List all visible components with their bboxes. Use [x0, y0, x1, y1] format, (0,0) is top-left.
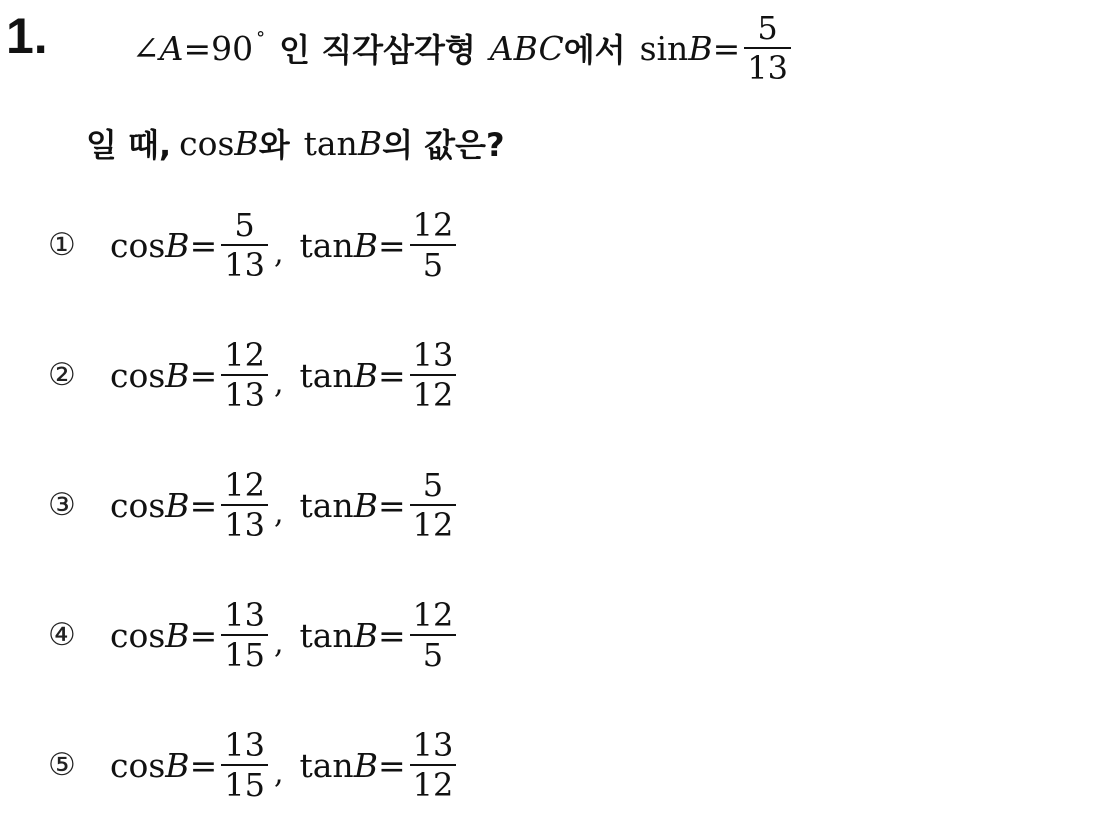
cos-fraction — [221, 597, 268, 673]
comma: , — [273, 755, 284, 791]
cos-fraction — [221, 207, 268, 283]
cos-label: cos — [110, 485, 166, 525]
angle-variable: A — [159, 28, 184, 68]
choice-marker: ⑤ — [48, 747, 76, 783]
b-variable: B — [165, 355, 190, 395]
cos-label: cos — [110, 225, 166, 265]
choice-3[interactable] — [48, 460, 460, 550]
choice-5[interactable] — [48, 720, 460, 810]
stem-text-when: 일 때, — [86, 126, 172, 164]
equals-sign: = — [189, 355, 218, 395]
cos-numerator: 13 — [224, 726, 265, 764]
comma: , — [273, 625, 284, 661]
choice-marker: ① — [48, 227, 76, 263]
choice-marker: ② — [48, 357, 76, 393]
equals-sign: = — [377, 485, 406, 525]
sin-denominator: 13 — [747, 49, 788, 87]
tan-denominator: 12 — [412, 506, 454, 544]
equals-sign: = — [712, 28, 741, 68]
b-variable: B — [165, 615, 190, 655]
cos-function: cos — [179, 123, 235, 163]
b-variable: B — [353, 745, 378, 785]
tan-fraction — [410, 727, 457, 803]
question-number: 1. — [6, 8, 48, 64]
tan-numerator: 12 — [412, 596, 454, 634]
comma: , — [273, 495, 284, 531]
equals-sign: = — [183, 28, 212, 68]
cos-label: cos — [110, 615, 166, 655]
tan-denominator: 5 — [422, 636, 444, 674]
tan-numerator: 12 — [412, 206, 454, 244]
tan-label: tan — [299, 225, 354, 265]
equals-sign: = — [377, 225, 406, 265]
choice-marker: ④ — [48, 617, 76, 653]
b-variable: B — [165, 225, 190, 265]
cos-numerator: 13 — [224, 596, 265, 634]
equals-sign: = — [189, 615, 218, 655]
equals-sign: = — [189, 225, 218, 265]
equals-sign: = — [377, 355, 406, 395]
sin-numerator: 5 — [757, 9, 778, 47]
sin-function: sin — [639, 28, 689, 68]
cos-fraction — [221, 337, 268, 413]
stem-text-right-triangle: 인 직각삼각형 — [279, 31, 476, 69]
angle-symbol: ∠ — [132, 28, 160, 68]
choice-4[interactable] — [48, 590, 460, 680]
tan-label: tan — [299, 485, 354, 525]
cos-denominator: 13 — [224, 246, 265, 284]
tan-denominator: 5 — [422, 246, 444, 284]
tan-denominator: 12 — [412, 766, 454, 804]
cos-variable: B — [234, 123, 259, 163]
sin-variable: B — [688, 28, 713, 68]
tan-numerator: 13 — [412, 726, 454, 764]
question-stem-line-2 — [86, 115, 505, 171]
tan-variable: B — [357, 123, 383, 163]
choice-marker: ③ — [48, 487, 76, 523]
choice-2[interactable] — [48, 330, 460, 420]
comma: , — [273, 365, 284, 401]
b-variable: B — [165, 485, 190, 525]
answer-choices — [48, 200, 460, 810]
b-variable: B — [353, 355, 378, 395]
choice-1[interactable] — [48, 200, 460, 290]
b-variable: B — [353, 615, 378, 655]
cos-label: cos — [110, 355, 166, 395]
cos-denominator: 13 — [224, 376, 265, 414]
tan-fraction — [410, 337, 457, 413]
question-stem-line-1 — [132, 8, 795, 88]
stem-text-in: 에서 — [563, 31, 626, 69]
tan-function: tan — [303, 123, 358, 163]
tan-label: tan — [299, 355, 354, 395]
tan-denominator: 12 — [412, 376, 454, 414]
cos-numerator: 12 — [224, 466, 265, 504]
b-variable: B — [353, 485, 378, 525]
equals-sign: = — [189, 485, 218, 525]
cos-denominator: 13 — [224, 506, 265, 544]
tan-fraction — [410, 597, 457, 673]
cos-fraction — [221, 727, 268, 803]
cos-numerator: 5 — [234, 206, 255, 244]
stem-text-value: 의 값은? — [382, 126, 505, 164]
cos-fraction — [221, 467, 268, 543]
stem-text-and: 와 — [258, 126, 290, 164]
equals-sign: = — [189, 745, 218, 785]
tan-label: tan — [299, 745, 354, 785]
degree-symbol: ° — [256, 27, 266, 49]
tan-label: tan — [299, 615, 354, 655]
b-variable: B — [353, 225, 378, 265]
comma: , — [273, 235, 284, 271]
equals-sign: = — [377, 745, 406, 785]
sin-fraction — [744, 10, 791, 86]
tan-numerator: 13 — [412, 336, 454, 374]
b-variable: B — [165, 745, 190, 785]
tan-fraction — [410, 207, 457, 283]
equals-sign: = — [377, 615, 406, 655]
cos-numerator: 12 — [224, 336, 265, 374]
cos-denominator: 15 — [224, 766, 265, 804]
triangle-name: ABC — [489, 28, 564, 68]
cos-label: cos — [110, 745, 166, 785]
tan-fraction — [410, 467, 457, 543]
cos-denominator: 15 — [224, 636, 265, 674]
tan-numerator: 5 — [422, 466, 444, 504]
angle-value: 90 — [211, 28, 254, 68]
